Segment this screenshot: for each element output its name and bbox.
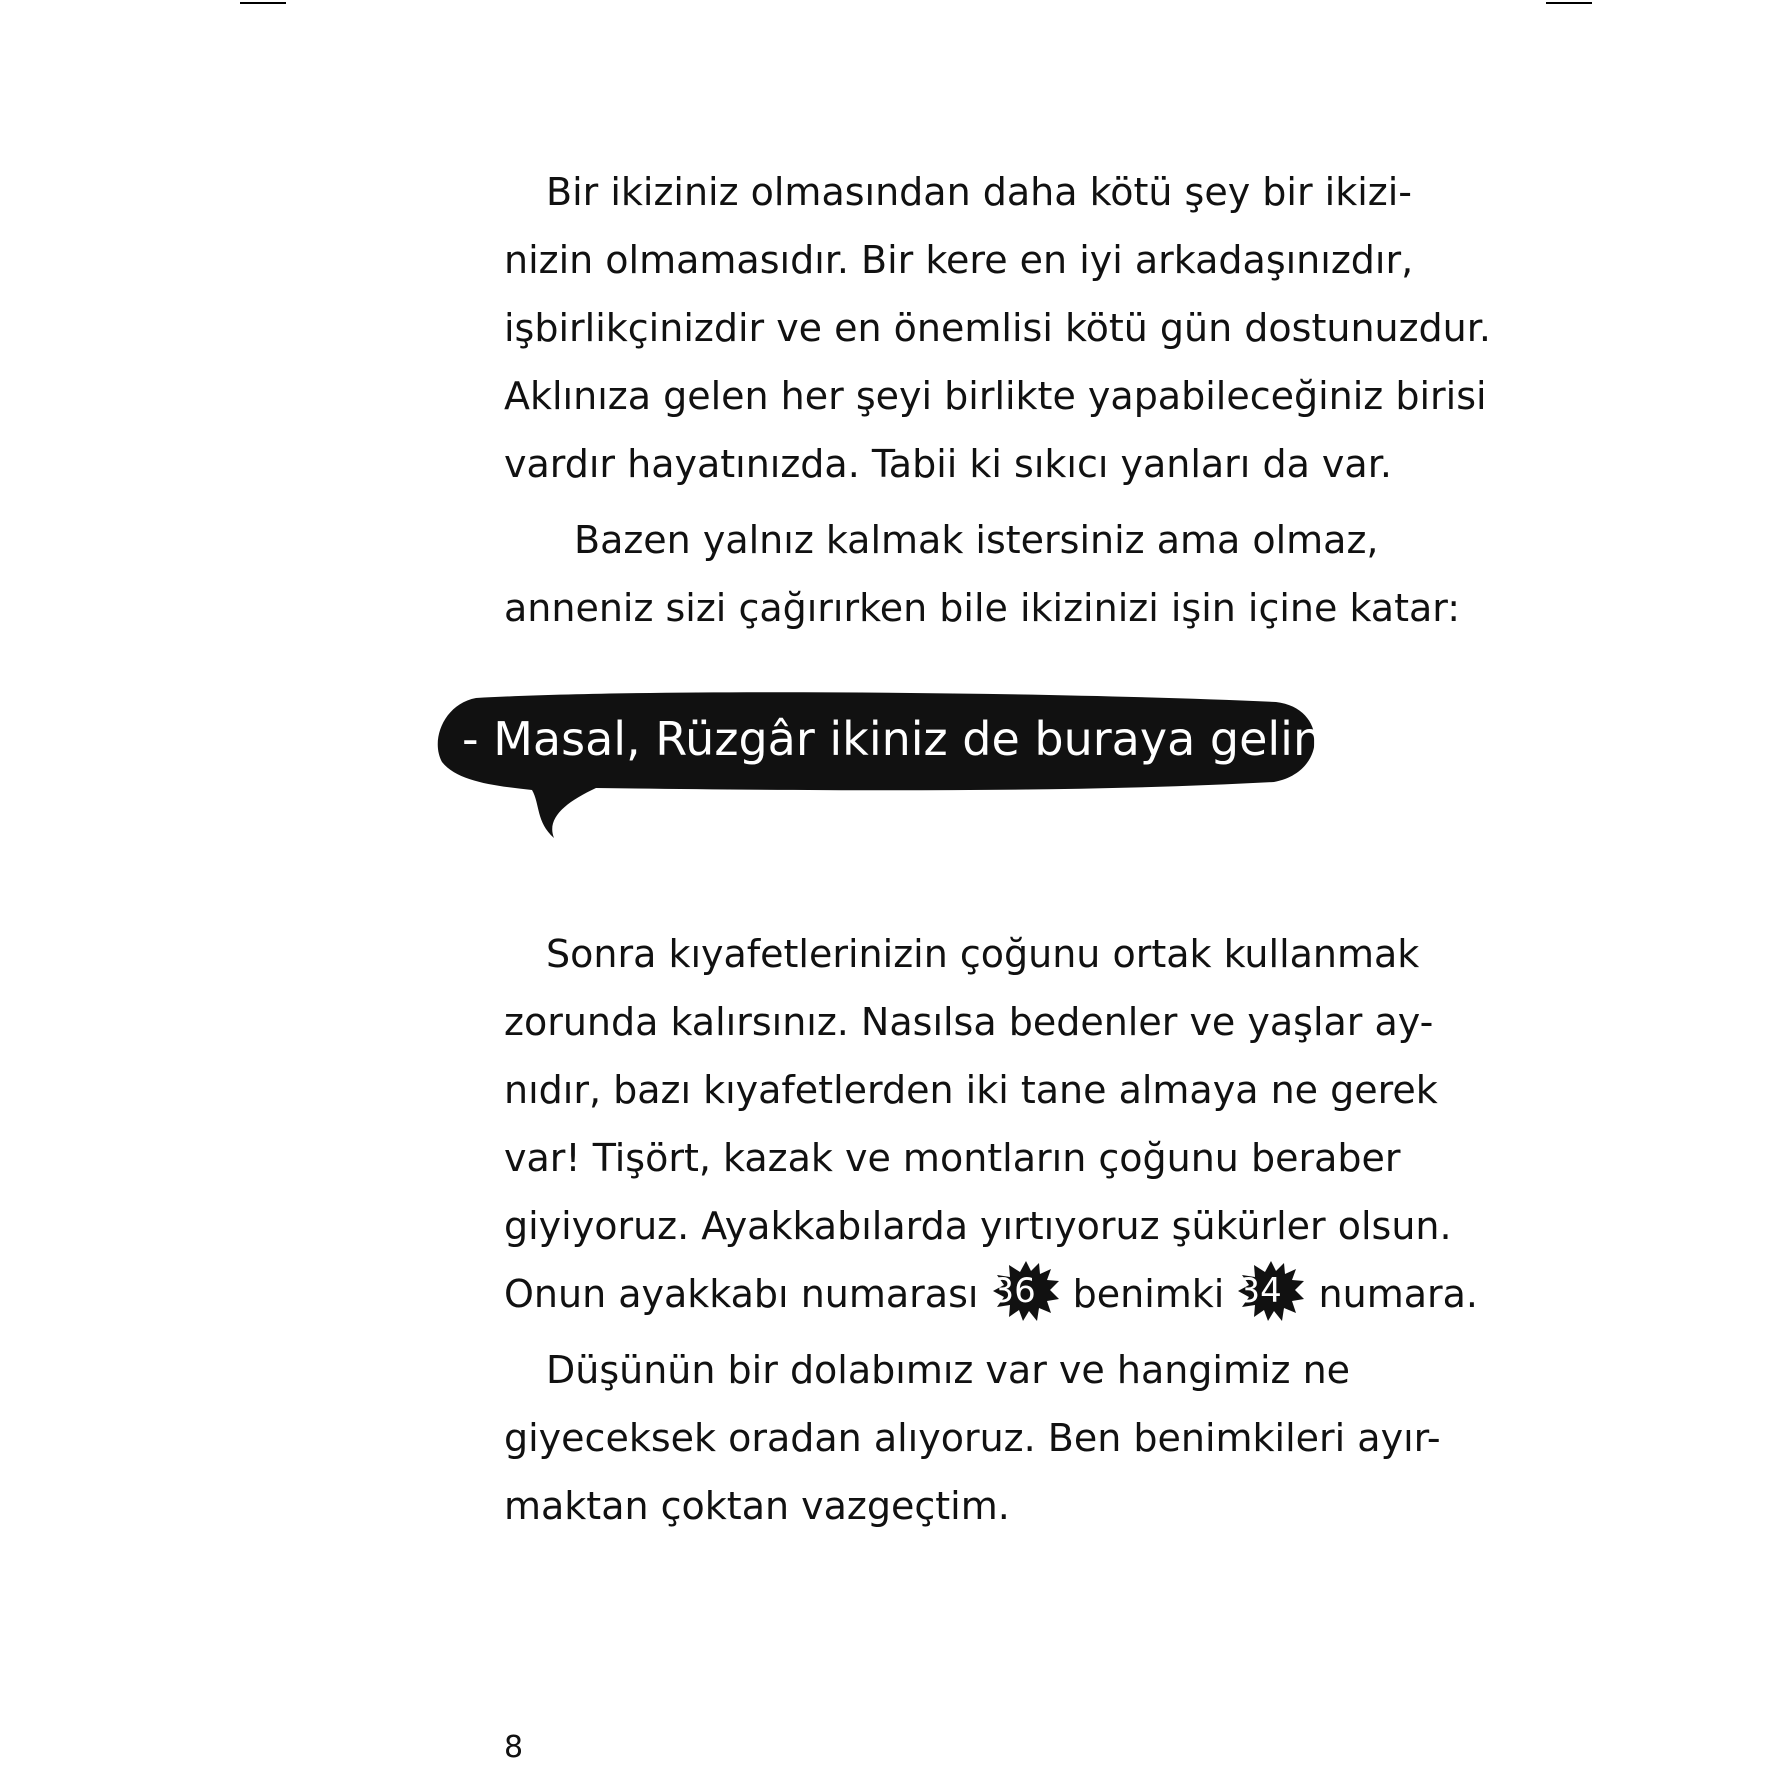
- text-line: giyiyoruz. Ayakkabılarda yırtıyoruz şükürler olsun.: [504, 1204, 1452, 1248]
- text-line: Bir ikiziniz olmasından daha kötü şey bir ikizi-: [546, 170, 1413, 214]
- shoe-size-badge-34: [1238, 1261, 1304, 1321]
- paragraph-3: [504, 920, 1479, 1328]
- shoe-size-line: [504, 1260, 1479, 1328]
- top-text-block: [504, 158, 1491, 642]
- text-line: Bazen yalnız kalmak istersiniz ama olmaz,: [574, 518, 1379, 562]
- page-number: 8: [504, 1730, 524, 1765]
- shoe-line-part2: benimki: [1072, 1272, 1225, 1316]
- text-line: vardır hayatınızda. Tabii ki sıkıcı yanları da var.: [504, 442, 1392, 486]
- text-line: giyeceksek oradan alıyoruz. Ben benimkileri ayır-: [504, 1416, 1441, 1460]
- text-line: Aklınıza gelen her şeyi birlikte yapabileceğiniz birisi: [504, 374, 1487, 418]
- crop-mark-left: [240, 2, 286, 4]
- text-line: nizin olmamasıdır. Bir kere en iyi arkadaşınızdır,: [504, 238, 1414, 282]
- text-line: zorunda kalırsınız. Nasılsa bedenler ve yaşlar ay-: [504, 1000, 1434, 1044]
- text-line: Sonra kıyafetlerinizin çoğunu ortak kullanmak: [546, 932, 1420, 976]
- shoe-line-part1: Onun ayakkabı numarası: [504, 1272, 979, 1316]
- speech-bubble: [436, 690, 1341, 840]
- badge-value: 34: [1238, 1271, 1282, 1311]
- shoe-size-badge-36: [993, 1261, 1059, 1321]
- text-line: işbirlikçinizdir ve en önemlisi kötü gün dostunuzdur.: [504, 306, 1491, 350]
- paragraph-1: [504, 158, 1491, 498]
- paragraph-4: [504, 1336, 1441, 1540]
- bottom-text-block: [504, 920, 1479, 1540]
- speech-bubble-text: - Masal, Rüzgâr ikiniz de buraya gelin!: [462, 712, 1341, 766]
- crop-mark-right: [1546, 2, 1592, 4]
- paragraph-2: [504, 506, 1461, 642]
- text-line: nıdır, bazı kıyafetlerden iki tane almaya ne gerek: [504, 1068, 1438, 1112]
- badge-value: 36: [992, 1271, 1036, 1311]
- text-line: maktan çoktan vazgeçtim.: [504, 1484, 1010, 1528]
- text-line: anneniz sizi çağırırken bile ikizinizi işin içine katar:: [504, 586, 1461, 630]
- shoe-line-part3: numara.: [1318, 1272, 1479, 1316]
- text-line: Düşünün bir dolabımız var ve hangimiz ne: [546, 1348, 1351, 1392]
- text-line: var! Tişört, kazak ve montların çoğunu beraber: [504, 1136, 1401, 1180]
